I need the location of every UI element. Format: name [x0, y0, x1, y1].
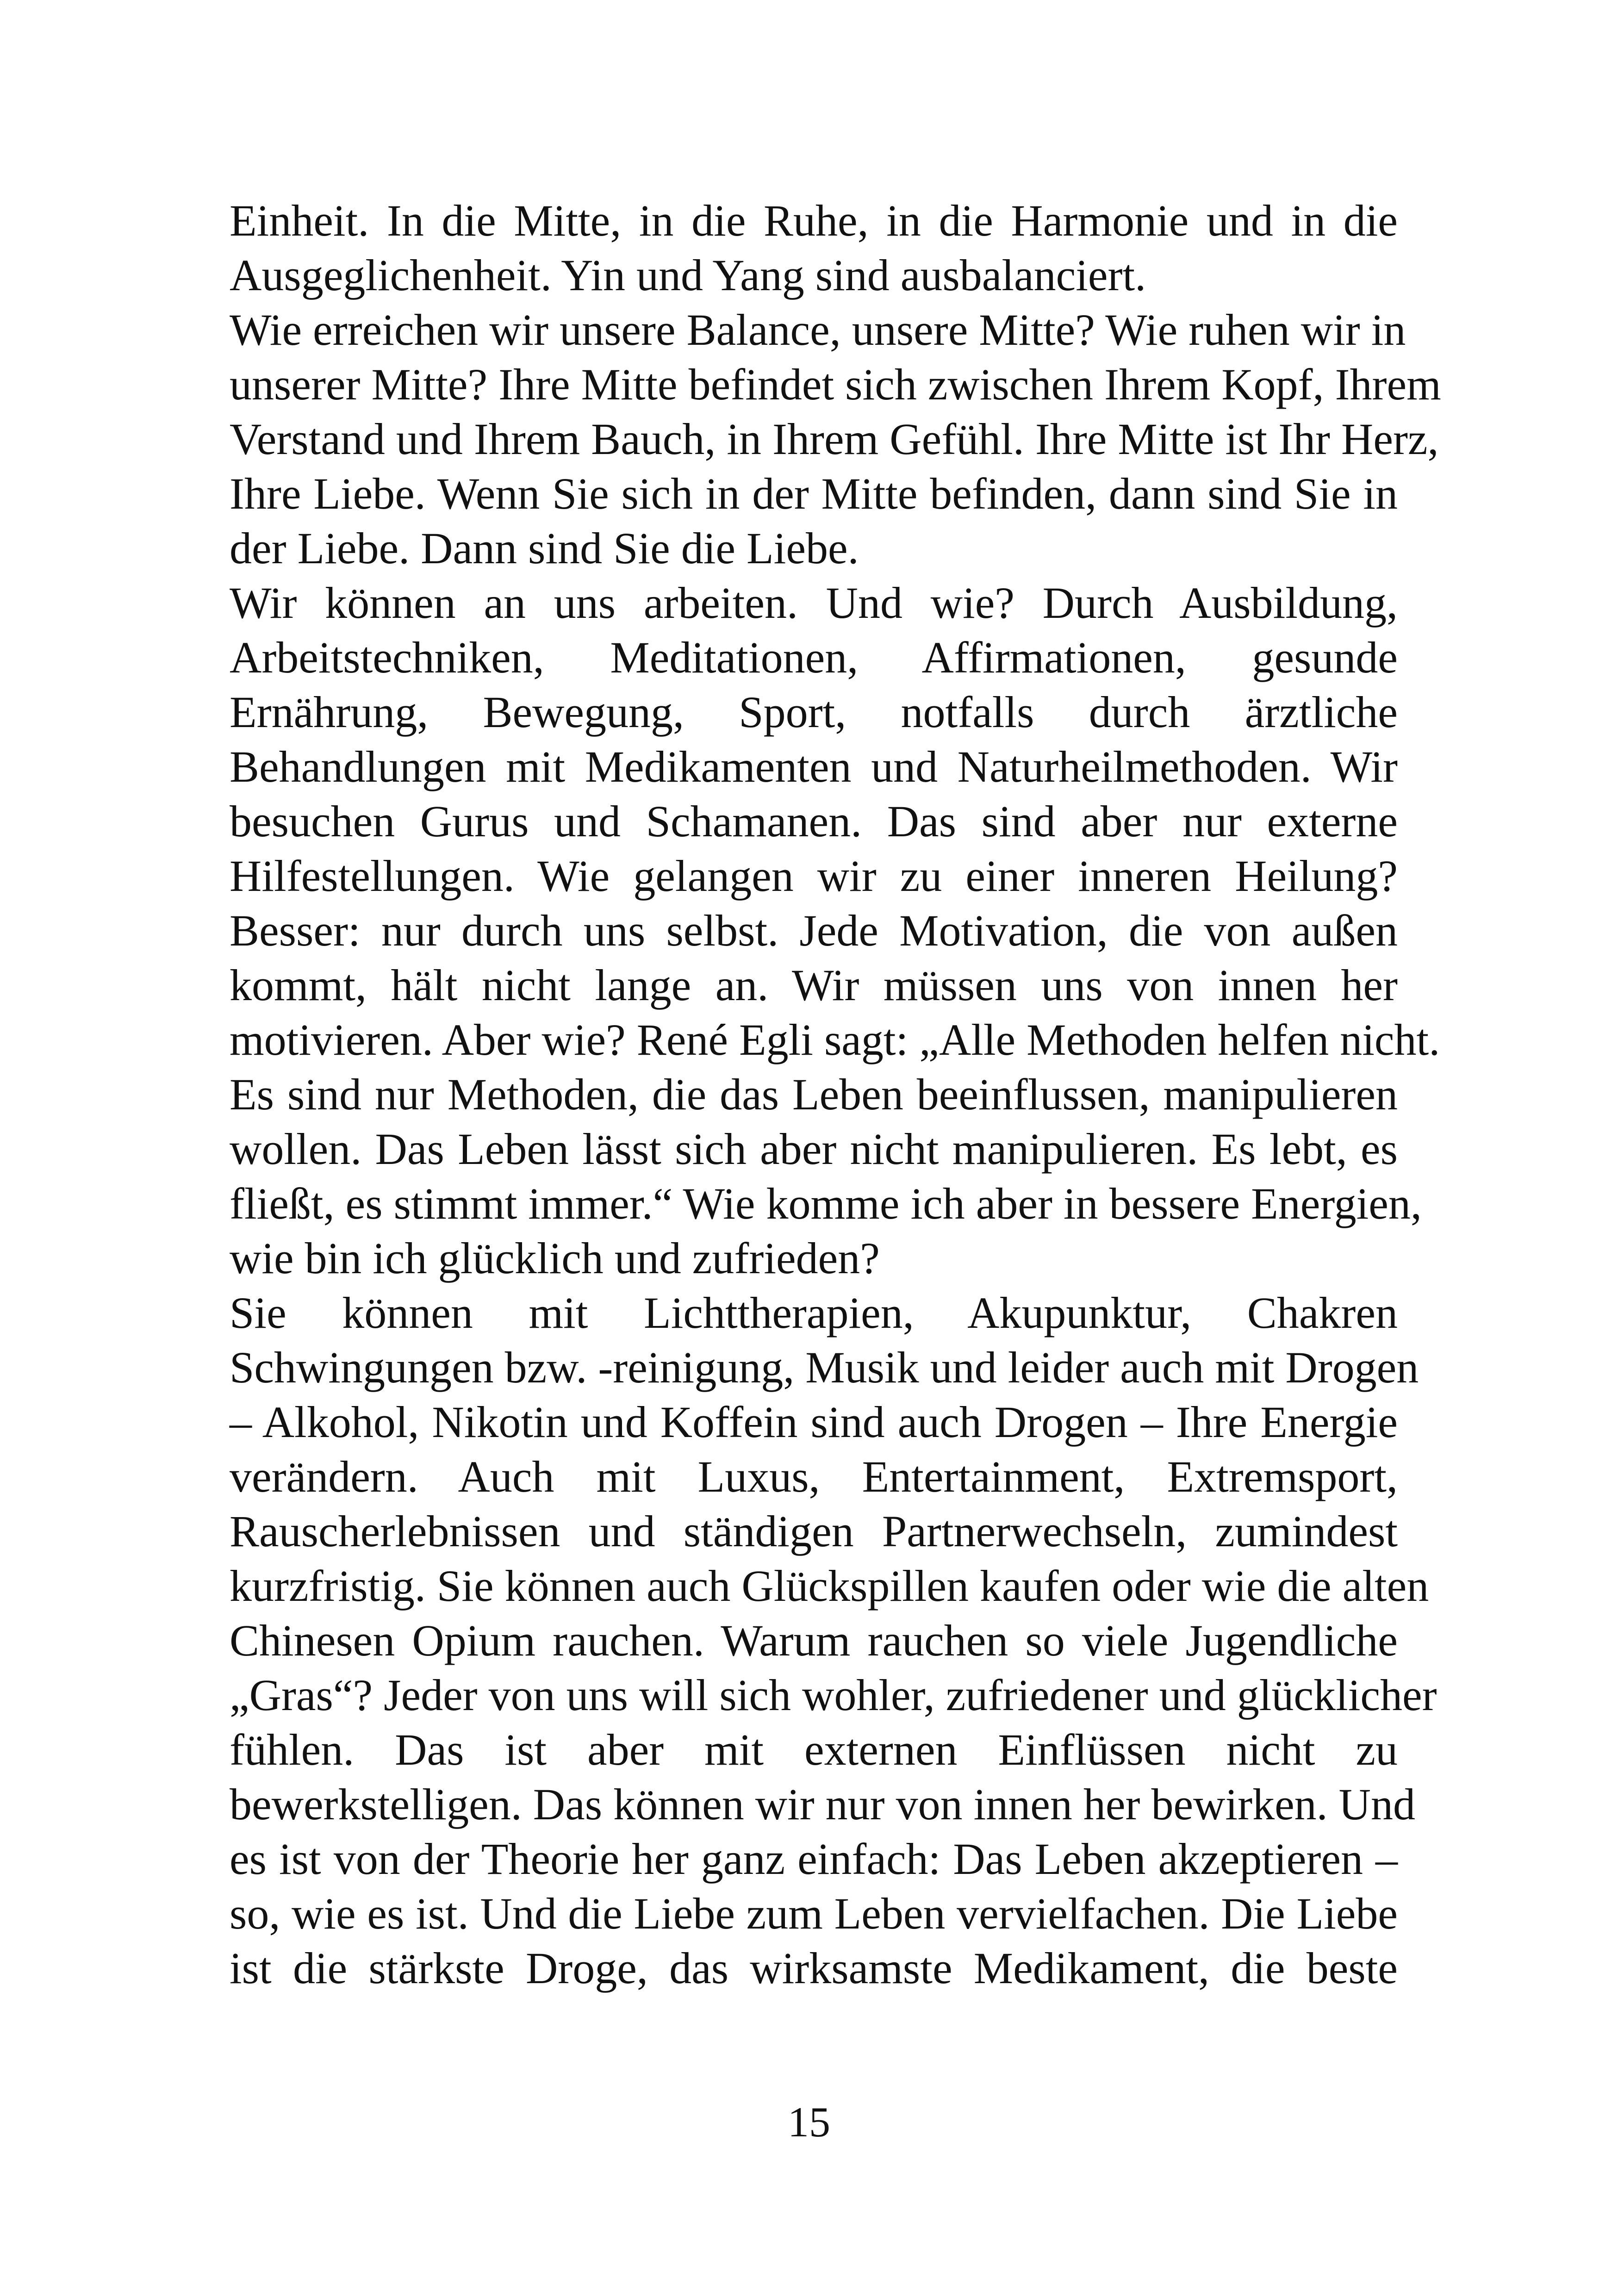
text-line: wollen. Das Leben lässt sich aber nicht manipulieren. Es lebt, es [230, 1124, 1398, 1174]
text-line: Ihre Liebe. Wenn Sie sich in der Mitte befinden, dann sind Sie in [230, 469, 1398, 518]
text-line: fühlen. Das ist aber mit externen Einflüssen nicht zu [230, 1725, 1398, 1774]
text-line: Einheit. In die Mitte, in die Ruhe, in die Harmonie und in die [230, 196, 1398, 245]
text-line: bewerkstelligen. Das können wir nur von innen her bewirken. Und [230, 1780, 1415, 1829]
text-line: Behandlungen mit Medikamenten und Naturheilmethoden. Wir [230, 742, 1398, 791]
text-line: Schwingungen bzw. -reinigung, Musik und leider auch mit Drogen [230, 1343, 1419, 1392]
text-line: es ist von der Theorie her ganz einfach: Das Leben akzeptieren – [230, 1834, 1398, 1884]
text-line: Wie erreichen wir unsere Balance, unsere Mitte? Wie ruhen wir in [230, 305, 1406, 355]
page-number: 15 [788, 2098, 830, 2146]
page-body [230, 193, 1441, 1996]
text-line: verändern. Auch mit Luxus, Entertainment, Extremsport, [230, 1452, 1398, 1501]
text-line: wie bin ich glücklich und zufrieden? [230, 1233, 880, 1283]
text-line: Arbeitstechniken, Meditationen, Affirmationen, gesunde [230, 633, 1398, 682]
text-line: Sie können mit Lichttherapien, Akupunktur, Chakren [230, 1288, 1398, 1338]
text-line: kurzfristig. Sie können auch Glückspillen kaufen oder wie die alten [230, 1561, 1429, 1611]
text-line: fließt, es stimmt immer.“ Wie komme ich aber in bessere Energien, [230, 1179, 1422, 1228]
text-line: Verstand und Ihrem Bauch, in Ihrem Gefühl. Ihre Mitte ist Ihr Herz, [230, 414, 1439, 464]
text-line: unserer Mitte? Ihre Mitte befindet sich zwischen Ihrem Kopf, Ihrem [230, 360, 1441, 409]
text-line: Besser: nur durch uns selbst. Jede Motivation, die von außen [230, 906, 1398, 955]
text-line: der Liebe. Dann sind Sie die Liebe. [230, 523, 859, 573]
text-line: Wir können an uns arbeiten. Und wie? Durch Ausbildung, [230, 578, 1398, 628]
text-line: kommt, hält nicht lange an. Wir müssen uns von innen her [230, 960, 1398, 1010]
text-line: so, wie es ist. Und die Liebe zum Leben vervielfachen. Die Liebe [230, 1889, 1398, 1938]
text-line: Es sind nur Methoden, die das Leben beeinflussen, manipulieren [230, 1070, 1398, 1119]
text-line: Rauscherlebnissen und ständigen Partnerwechseln, zumindest [230, 1506, 1398, 1556]
text-line: ist die stärkste Droge, das wirksamste Medikament, die beste [230, 1943, 1398, 1993]
text-line: besuchen Gurus und Schamanen. Das sind aber nur externe [230, 796, 1398, 846]
text-line: motivieren. Aber wie? René Egli sagt: „Alle Methoden helfen nicht. [230, 1015, 1440, 1064]
text-line: „Gras“? Jeder von uns will sich wohler, zufriedener und glücklicher [230, 1670, 1437, 1720]
text-line: – Alkohol, Nikotin und Koffein sind auch Drogen – Ihre Energie [230, 1397, 1398, 1447]
text-line: Ausgeglichenheit. Yin und Yang sind ausbalanciert. [230, 250, 1146, 300]
text-line: Hilfestellungen. Wie gelangen wir zu einer inneren Heilung? [230, 851, 1398, 901]
text-line: Chinesen Opium rauchen. Warum rauchen so viele Jugendliche [230, 1616, 1398, 1665]
text-line: Ernährung, Bewegung, Sport, notfalls durch ärztliche [230, 687, 1398, 737]
